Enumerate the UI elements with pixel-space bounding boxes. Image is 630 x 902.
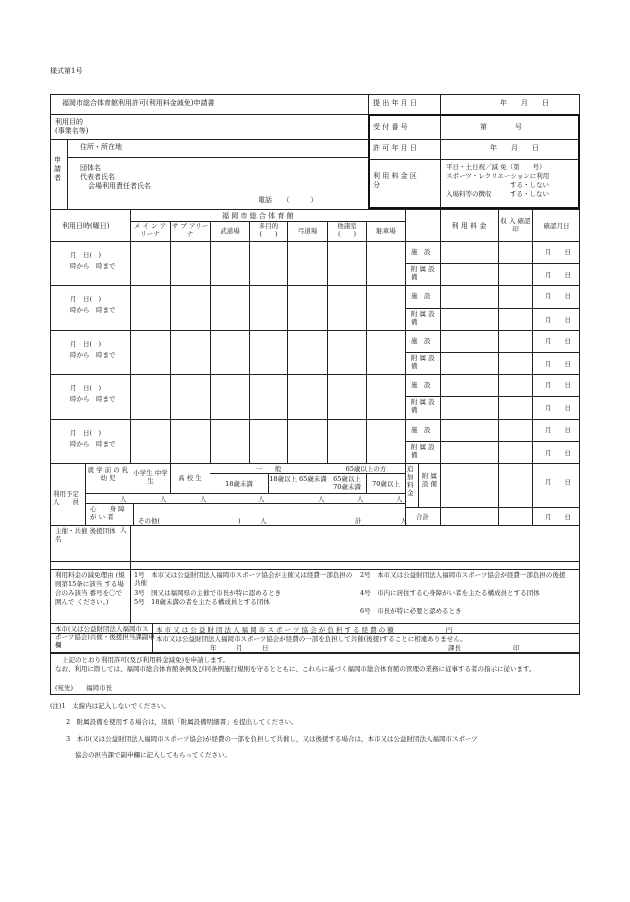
fee-class-line1: 平日・土日祝／減 免（第 号） (446, 163, 546, 171)
att-general: 一 般 (255, 465, 282, 473)
reduction-item-3[interactable]: 3号 国又は福岡県の主催で市長が特に認めるとき (134, 589, 282, 597)
row-date: 月 日( ) (70, 428, 102, 437)
row-date: 月 日( ) (70, 295, 102, 304)
row-facility-date: 月 日 (545, 292, 571, 301)
form-title: 福岡市総合体育館利用許可(利用料金減免)申請書 (62, 99, 215, 107)
row-facility-label: 施 設 (411, 381, 431, 390)
att-65-header: 65歳以上の方 (345, 465, 387, 473)
row-equip-label: 附 属 設 備 (411, 398, 435, 415)
att-18-65: 18歳以上 65歳未満 (269, 475, 327, 483)
att-equip: 附 属 設 備 (421, 472, 438, 488)
applicant-phone-label: 電話 （ ） (258, 196, 318, 204)
att-unit-2: 人 (160, 495, 167, 503)
applicant-address-label: 住所・所在地 (80, 143, 122, 151)
cosponsor-line1: 本 市 又 は 公 益 財 団 法 人 福 岡 市 ス ポ ー ツ 協 会 が 負 担 す る 経 費 の 額 円 (156, 626, 453, 634)
col-multipurpose: 多目的 ( ) (258, 222, 279, 238)
submission-date-label: 提 出 年 月 日 (373, 99, 417, 107)
fee-class-line4: 入場料等の徴収 (446, 190, 492, 198)
att-70: 70歳以上 (372, 480, 400, 488)
form-number: 様式第1号 (50, 67, 83, 75)
applicant-side-label: 申請者 (54, 156, 61, 182)
row-time: 時から 時まで (70, 395, 116, 404)
note-1: (注)1 太線内は記入しないでください。 (50, 702, 170, 710)
note-3: 3 本市(又は公益財団法人福岡市スポーツ協会)が経費の一部を負担して共催し，又は後援する場合は，本市又は公益財団法人福岡市スポーツ (66, 735, 478, 743)
att-other: その他( ) 人 (138, 517, 267, 525)
att-total: 計 人 (355, 517, 407, 525)
row-equip-date: 月 日 (545, 271, 571, 280)
reduction-item-5[interactable]: 5号 18歳未満の者を主たる構成員とする団体 (134, 598, 270, 606)
att-add-fee: 追加料金 (407, 465, 414, 497)
att-equip-date: 月 日 (545, 478, 571, 486)
att-elementary: 小学生 中学生 (133, 469, 168, 485)
permit-date-label: 許 可 年 月 日 (373, 144, 417, 152)
row-equip-label: 附 属 設 備 (411, 442, 435, 459)
att-sum: 合計 (416, 513, 429, 521)
col-main-arena: メ イ ン アリーナ (133, 222, 167, 238)
confirm-header: 確認月日 (543, 222, 570, 230)
purpose-label: 利用目的 (55, 118, 83, 126)
att-unit-3: 人 (200, 495, 207, 503)
declaration-line2: なお、利用に際しては、福岡市総合体育館条例及び同条例施行規則を守るとともに、これらに基づく福岡市総合体育館の管理の業務に従事する者の指示に従います。 (55, 665, 536, 673)
att-unit-1: 人 (120, 495, 127, 503)
row-time: 時から 時まで (70, 306, 116, 315)
fee-header: 利 用 料 金 (451, 222, 487, 230)
att-sum-date: 月 日 (545, 513, 571, 521)
permit-date-value: 年 月 日 (490, 144, 539, 152)
col-parking: 駐車場 (376, 227, 396, 235)
facility-header: 福 岡 市 総 合 体 育 館 (222, 212, 294, 220)
declaration-line1: 上記のとおり利用許可(及び利用料金減免)を申請します。 (62, 656, 230, 664)
note-3b: 協会の担当課で副申欄に記入してもらってください。 (75, 751, 231, 759)
applicant-org-label: 団体名 (80, 164, 101, 172)
cosponsor-frame (50, 634, 580, 653)
collect-header: 収 入 確認印 (500, 217, 531, 233)
reduction-item-2[interactable]: 2号 本市又は公益財団法人福岡市スポーツ協会が経費一部負担の後援 (360, 571, 566, 579)
receipt-no-value: 第 号 (480, 123, 522, 131)
cosponsor-label: 本市(又は公益財団法人福岡市スポーツ協会)共催・後援担当課副申欄 (55, 625, 155, 649)
col-budo: 武道場 (220, 227, 240, 235)
att-unit-7: 人 (396, 495, 403, 503)
row-date: 月 日( ) (70, 384, 102, 393)
row-facility-date: 月 日 (545, 381, 571, 390)
att-preschool: 就 学 前 の 乳 幼 児 (87, 466, 129, 482)
reduction-item-1[interactable]: 1号 本市又は公益財団法人福岡市スポーツ協会が主催又は経費一部負担の共催 (134, 571, 353, 587)
row-equip-label: 附 属 設 備 (411, 354, 435, 370)
att-high: 高 校 生 (178, 474, 202, 482)
row-equip-label: 附 属 設 備 (411, 309, 435, 326)
row-date: 月 日( ) (70, 251, 102, 259)
col-other-rooms: 他諸室 ( ) (337, 222, 357, 238)
row-date: 月 日( ) (70, 339, 102, 348)
purpose-sub-label: (事業名等) (55, 127, 89, 135)
row-time: 時から 時まで (70, 350, 116, 359)
fee-class-line5: する・しない (510, 190, 549, 198)
row-equip-label: 附 属 設 備 (411, 265, 435, 282)
row-facility-date: 月 日 (545, 425, 571, 434)
row-facility-label: 施 設 (411, 292, 431, 301)
sponsor-label: 主催・共催 後援団体名 (55, 527, 116, 543)
cosponsor-date: 年 月 日 (210, 644, 269, 652)
att-unit-4: 人 (258, 495, 265, 503)
cosponsor-line2: 本市又は公益財団法人福岡市スポーツ協会が経費の一部を負担して共催(後援)することに相違ありません。 (156, 635, 467, 643)
fee-class-line3: する・しない (510, 181, 549, 189)
att-disabled: 心 身 障 が い 者 (90, 505, 125, 521)
att-unit-5: 人 (318, 495, 325, 503)
att-under18: 18歳未満 (225, 480, 253, 488)
att-65-70: 65歳以上 70歳未満 (333, 475, 361, 491)
row-equip-date: 月 日 (545, 448, 571, 457)
row-facility-label: 施 設 (411, 425, 431, 434)
att-unit-8: 人 (120, 526, 127, 534)
att-unit-6: 人 (357, 495, 364, 503)
cosponsor-chief: 課長 印 (448, 644, 520, 652)
row-facility-label: 施 設 (411, 336, 431, 345)
reduction-item-6[interactable]: 6号 市長が特に必要と認めるとき (360, 607, 462, 615)
row-equip-date: 月 日 (545, 360, 571, 368)
row-time: 時から 時まで (70, 439, 116, 448)
row-facility-label: 施 設 (411, 248, 431, 256)
applicant-rep-label: 代表者氏名 (80, 173, 115, 181)
submission-date-value[interactable]: 年 月 日 (500, 99, 549, 107)
fee-class-line2: スポーツ・レクリエーションに利用 (446, 172, 550, 180)
note-2: 2 附属設備を使用する場合は，別紙「附属設備明細書」を提出してください。 (66, 718, 298, 726)
receipt-no-label: 受 付 番 号 (373, 123, 408, 131)
row-equip-date: 月 日 (545, 404, 571, 413)
date-header: 利用日時(曜日) (62, 222, 110, 230)
fee-class-label: 利 用 料 金 区 分 (373, 172, 452, 189)
declaration-addressee: (宛先) 福岡市長 (55, 684, 113, 692)
row-facility-date: 月 日 (545, 248, 571, 256)
attendance-label: 利用予定人 員 (53, 490, 79, 506)
col-sub-arena: サ ブ アリーナ (171, 222, 209, 238)
row-time: 時から 時まで (70, 262, 116, 270)
applicant-manager-label: 会場利用責任者氏名 (88, 182, 151, 190)
row-equip-date: 月 日 (545, 315, 571, 324)
reduction-item-4[interactable]: 4号 市内に居住する心身障がい者を主たる構成員とする団体 (360, 589, 540, 597)
reduction-label: 利用料金の減免理由 (規則第15条に該当 する場合のみ該当 番号を〇で囲んで ください。) (55, 571, 125, 606)
row-facility-date: 月 日 (545, 336, 571, 345)
col-kyudo: 弓道場 (297, 227, 318, 235)
